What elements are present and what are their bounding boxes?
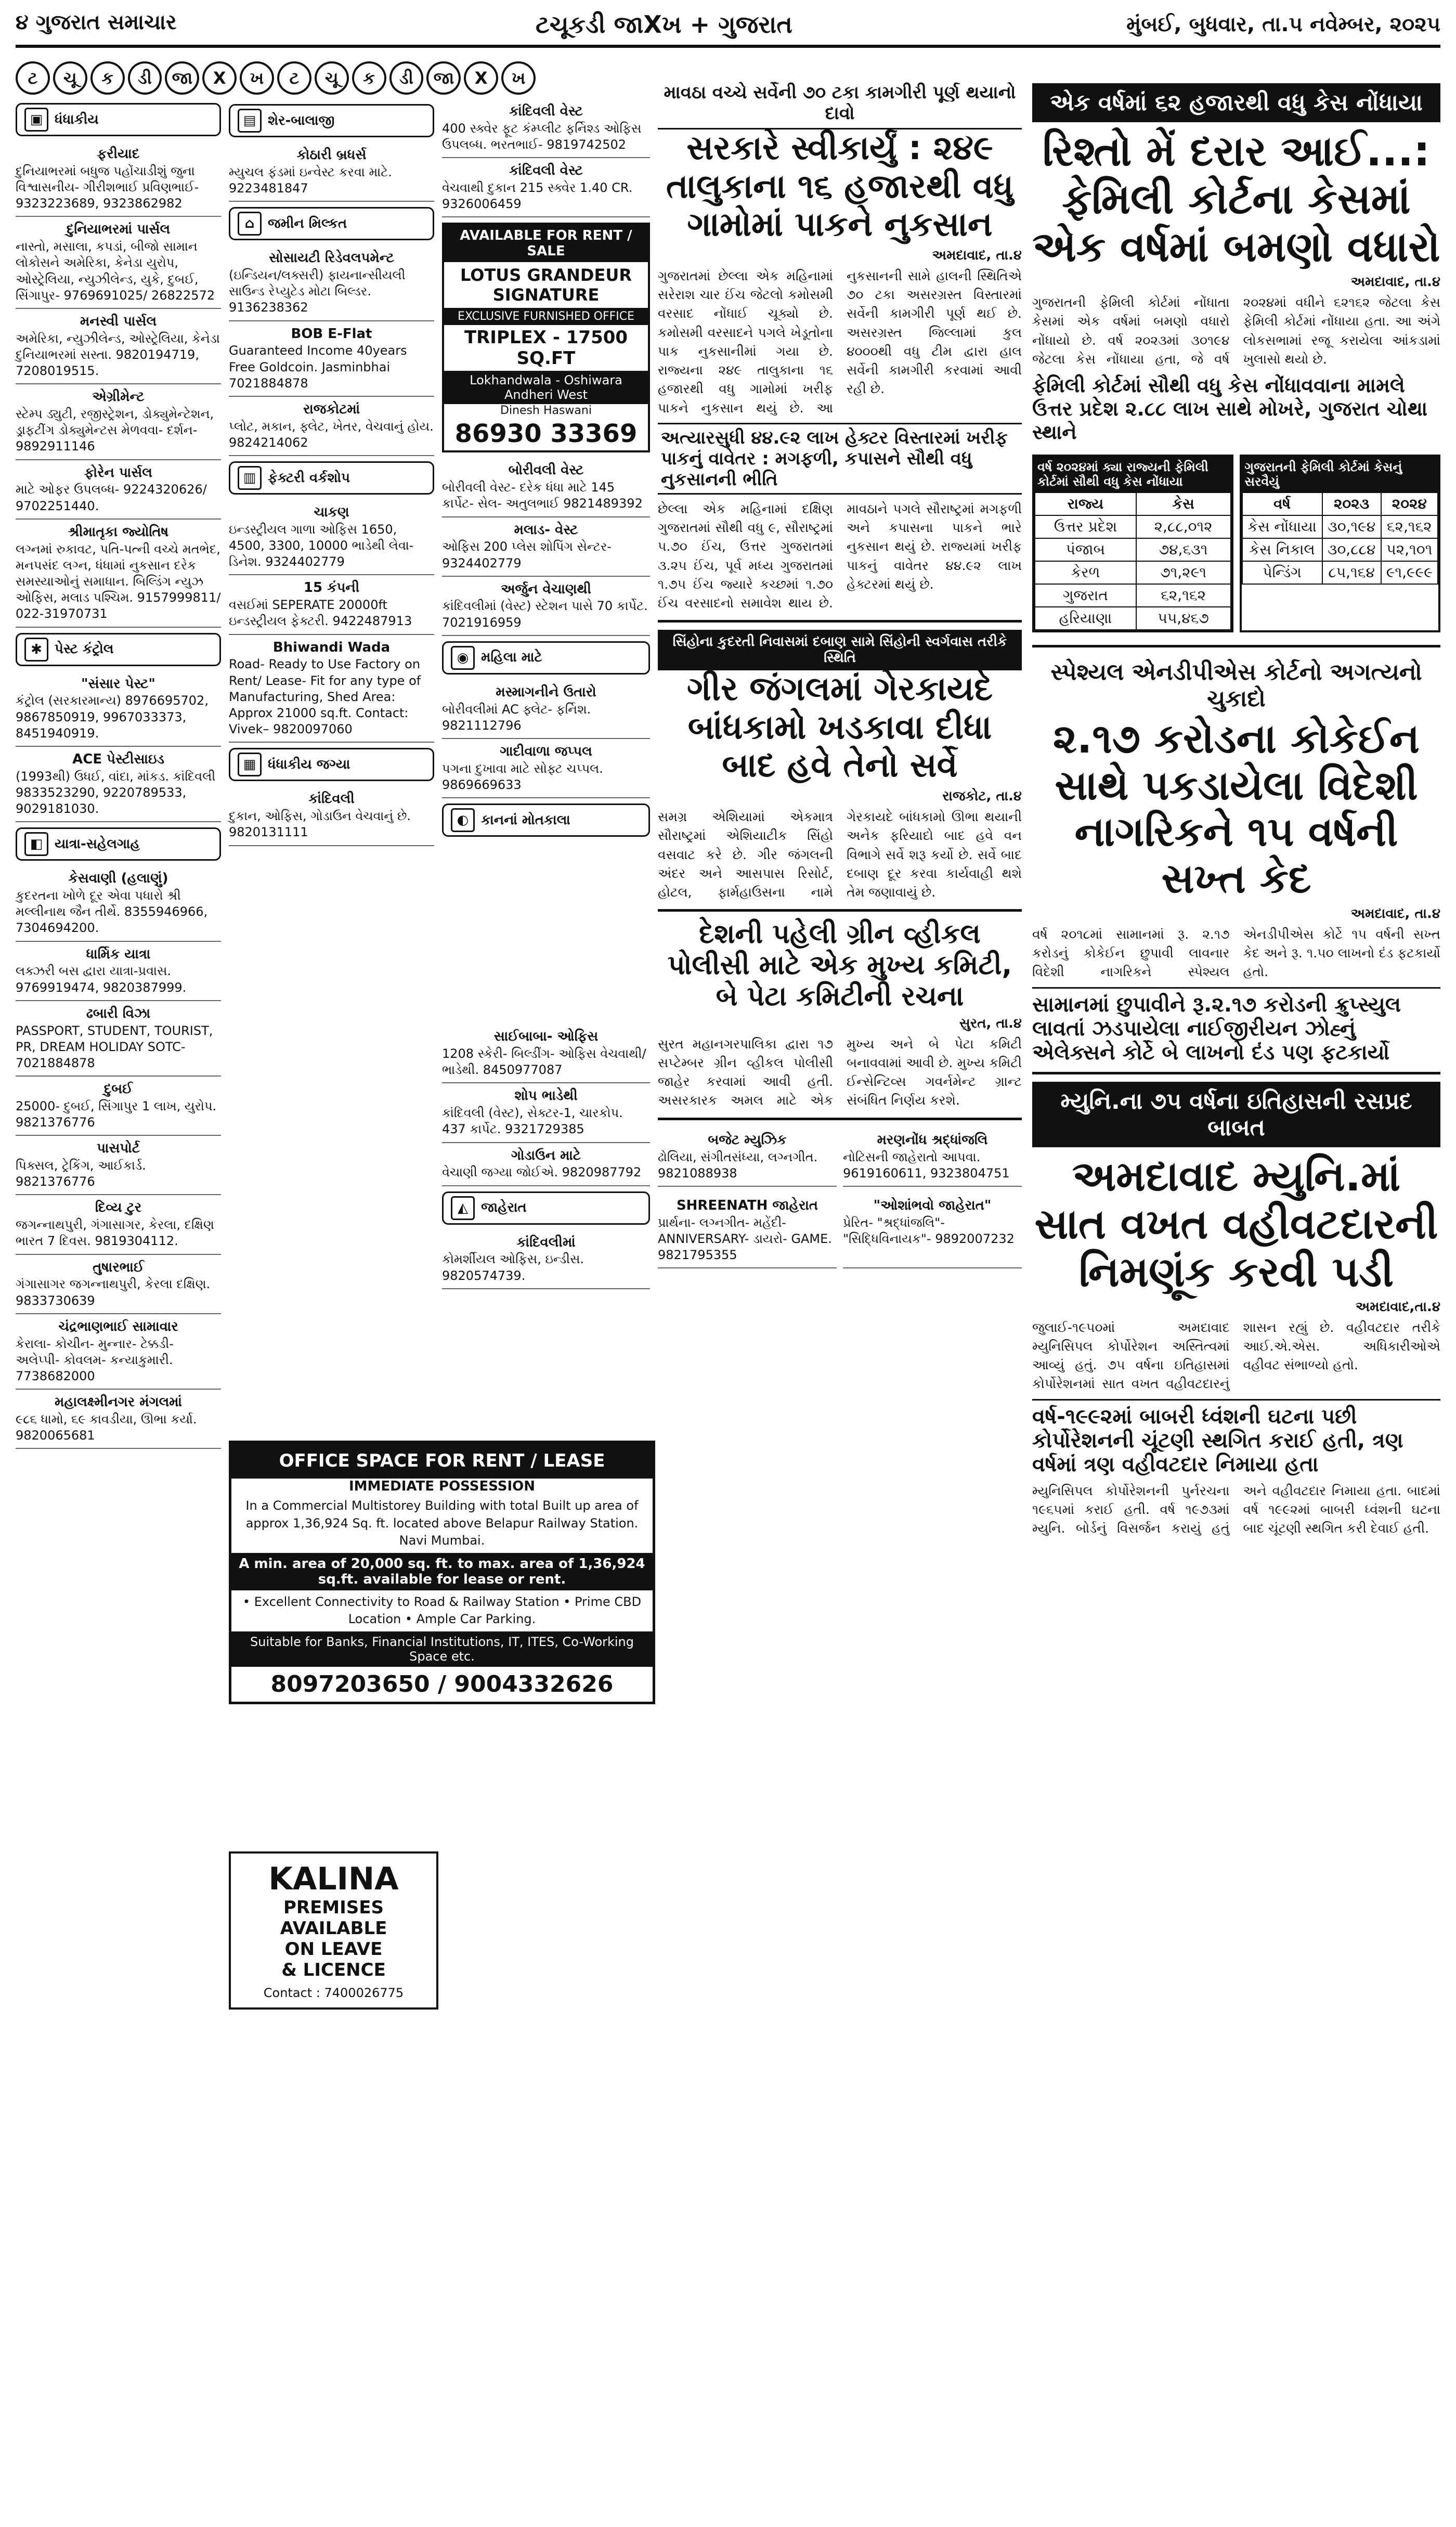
green-vehicle-body: સુરત મહાનગરપાલિકા દ્વારા ૧૭ સપ્ટેમ્બર ગ્રીન વ્હીકલ પોલીસી જાહેર કરવામાં આવી હતી. અસરકારક અમલ માટે એક મુખ્ય અને બે પેટા કમિટી બનાવવામાં આવી છે. મુખ્ય કમિટી ઈન્સેન્ટિવ્સ ગવર્નમેન્ટ ગ્રાન્ટ સંબંધિત નિર્ણય કરશે. (658, 1036, 1022, 1108)
house-icon: ⌂ (238, 212, 262, 236)
classified-ad: મસ્માગનીને ઉતારો બોરીવલીમાં AC ફ્લેટ- ફર્નિશ. 9821112796 (442, 680, 650, 739)
classified-ad: દુબઈ 25000- દુબઈ, સિંગાપુર 1 લાખ, યુરોપ. 9821376776 (16, 1077, 221, 1136)
green-vehicle-headline: દેશની પહેલી ગ્રીન વ્હીકલ પોલીસી માટે એક મુખ્ય કમિટી, બે પેટા કમિટીની રચના (667, 918, 1012, 1012)
classified-ad: BOB E-Flat Guaranteed Income 40years Free Goldcoin. Jasminbhai 7021884878 (229, 321, 434, 397)
eye-icon: ◉ (451, 646, 475, 670)
page-label: ૪ ગુજરાત સમાચાર (16, 10, 177, 34)
section-title: ટચૂકડી જાXખ + ગુજરાત (536, 10, 792, 38)
classified-ad: તુષારભાઈ ગંગાસાગર જગન્નાથપુરી, કેરલા દક્ષિણ. 9833730639 (16, 1255, 221, 1314)
classified-ad: ધાર્મિક યાત્રા લક્ઝરી બસ દ્વારા યાત્રા-પ્રવાસ. 9769919474, 9820387999. (16, 942, 221, 1001)
category-pest-control: ✱ પેસ્ટ કંટ્રોલ (16, 633, 221, 666)
classified-ad: કાંદિવલી વેસ્ટ વેચવાથી દુકાન 215 સ્ક્વેર 1.40 CR. 9326006459 (442, 158, 650, 217)
classified-ad: મહાલક્ષ્મીનગર મંગલમાં ૯૮૬ ધામો, ૬૯ કાવડીયા, ઊભા કર્યા. 9820065681 (16, 1390, 221, 1449)
amc-headline: અમદાવાદ મ્યુનિ.માં સાત વખત વહીવટદારની નિમણૂંક કરવી પડી (1034, 1151, 1438, 1296)
family-court-kicker: એક વર્ષમાં ૬૨ હજારથી વધુ કેસ નોંધાયા (1032, 83, 1440, 122)
family-court-body: ગુજરાતની ફેમિલી કોર્ટમાં નોંધાતા કેસમાં એક વર્ષમાં બમણો વધારો નોંધાયો છે. વર્ષ ૨૦૨૩માં ૩૦૧૯૪ જેટલા કેસ નોંધાયા હતા, જે વર્ષ ૨૦૨૪માં વધીને ૬૨૧૬૨ જેટલા કેસ ફેમિલી કોર્ટમાં નોંધાયા હતા. આ અંગે લોકસભામાં રજૂ કરાયેલા આંકડામાં ખુલાસો થયો છે. (1032, 295, 1440, 367)
bug-icon: ✱ (24, 638, 48, 662)
ndps-body: વર્ષ ૨૦૧૮માં સામાનમાં રૂ. ૨.૧૭ કરોડનું કોકેઈન છુપાવી લાવનાર વિદેશી નાગરિકને સ્પેશ્યલ એનડીપીએસ કોર્ટે ૧૫ વર્ષની સખ્ત કેદ અને રૂ. ૧.૫૦ લાખનો દંડ ફટકાર્યો હતો. (1032, 926, 1440, 980)
amc-body: જુલાઈ-૧૯૫૦માં અમદાવાદ મ્યુનિસિપલ કોર્પોરેશન અસ્તિત્વમાં આવ્યું હતું. ૭૫ વર્ષના ઇતિહાસમાં કોર્પોરેશનમાં સાત વખત વહીવટદારનું શાસન રહ્યું છે. વહીવટદાર તરીકે આઈ.એ.એસ. અધિકારીઓએ વહીવટ સંભાળ્યો હતો. (1032, 1319, 1440, 1392)
lotus-ad: AVAILABLE FOR RENT / SALE LOTUS GRANDEUR SIGNATURE EXCLUSIVE FURNISHED OFFICE TRIPLEX - 17500 SQ.FT Lokhandwala - Oshiwara Andheri West Dinesh Haswani 86930 33369 (442, 223, 650, 452)
amc-body-2: મ્યુનિસિપલ કોર્પોરેશનની પુર્નરચના ૧૯૬૫માં કરાઈ હતી. વર્ષ ૧૯૭૩માં મ્યુનિ. બોર્ડનું વિસર્જન કરાયું હતું અને વહીવટદાર નિમાયા હતા. બાદમાં વર્ષ ૧૯૯૨માં બાબરી ધ્વંશની ઘટના બાદ ચૂંટણી સ્થગિત કરી દેવાઈ હતી. (1032, 1483, 1440, 1536)
state-cases-table: વર્ષ ૨૦૨૪માં ક્યા રાજ્યની ફેમિલી કોર્ટમાં સૌથી વધુ કેસ નોંધાયા રાજ્ય કેસ ઉત્તર પ્રદેશ ૨,૮૮,૦૧૨ પંજાબ ૭૪,૬૩૧ કેરળ ૭૧,૨૯૧ ગુજરાત ૬૨,૧૬૨ હરિયાણા ૫૫,૪૬૭ (1032, 455, 1233, 632)
classified-ad: Bhiwandi Wada Road- Ready to Use Factory on Rent/ Lease- Fit for any type of Manufacturing, Shed Area: Approx 21000 sq.ft. Contact: Vivek– 9820097060 (229, 635, 434, 743)
ear-icon: ◐ (451, 808, 475, 832)
column-news-main: એક વર્ષમાં ૬૨ હજારથી વધુ કેસ નોંધાયા રિશ્તો મેં દરાર આઈ...: ફેમિલી કોર્ટના કેસમાં એક વર્ષમાં બમણો વધારો અમદાવાદ, તા.૪ ગુજરાતની ફેમિલી કોર્ટમાં નોંધાતા કેસમાં એક વર્ષમાં બમણો વધારો નોંધાયો છે. વર્ષ ૨૦૨૩માં ૩૦૧૯૪ જેટલા કેસ નોંધાયા હતા, જે વર્ષ ૨૦૨૪માં વધીને ૬૨૧૬૨ જેટલા કેસ ફેમિલી કોર્ટમાં નોંધાયા હતા. આ અંગે લોકસભામાં રજૂ કરાયેલા આંકડામાં ખુલાસો થયો છે. ફેમિલી કોર્ટમાં સૌથી વધુ કેસ નોંધાવવાના મામલે ઉત્તર પ્રદેશ ૨.૮૮ લાખ સાથે મોખરે, ગુજરાત ચોથા સ્થાને વર્ષ ૨૦૨૪માં ક્યા રાજ્યની ફેમિલી કોર્ટમાં સૌથી વધુ કેસ નોંધાયા રાજ્ય કેસ ઉત્તર પ્રદેશ ૨,૮૮,૦૧૨ પંજાબ ૭૪,૬૩૧ કેરળ ૭૧,૨૯૧ ગુજરાત ૬૨,૧૬૨ હરિયાણા ૫૫,૪૬૭ ગુજરાતની ફેમિલી કોર્ટમાં કેસનું સરવૈયું વર્ષ ૨૦૨૩ ૨૦૨૪ કેસ નોંધાયા ૩૦,૧૯૪ ૬૨,૧૬૨ કેસ નિકાલ ૩૦,૮૮૪ ૫૨,૧૦૧ પેન્ડિંગ ૮૫,૧૬૪ ૯૧,૯૯૯ સ્પેશ્યલ એનડીપીએસ કોર્ટનો અગત્યનો ચુકાદો ૨.૧૭ કરોડના કોકેઈન સાથે પકડાયેલા વિદેશી નાગરિકને ૧૫ વર્ષની સખ્ત કેદ અમદાવાદ, તા.૪ વર્ષ ૨૦૧૮માં સામાનમાં રૂ. ૨.૧૭ કરોડનું કોકેઈન છુપાવી લાવનાર વિદેશી નાગરિકને સ્પેશ્યલ એનડીપીએસ કોર્ટે ૧૫ વર્ષની સખ્ત કેદ અને રૂ. ૧.૫૦ લાખનો દંડ ફટકાર્યો હતો. સામાનમાં છુપાવીને રૂ.૨.૧૭ કરોડની ક્રુપ્સ્યુલ લાવતાં ઝડપાયેલા નાઈજીરીયન ઝોહ્નું એલેક્સને કોર્ટે બે લાખનો દંડ પણ ફટકાર્યો મ્યુનિ.ના ૭૫ વર્ષના ઇતિહાસની રસપ્રદ બાબત અમદાવાદ મ્યુનિ.માં સાત વખત વહીવટદારની નિમણૂંક કરવી પડી અમદાવાદ,તા.૪ જુલાઈ-૧૯૫૦માં અમદાવાદ મ્યુનિસિપલ કોર્પોરેશન અસ્તિત્વમાં આવ્યું હતું. ૭૫ વર્ષના ઇતિહાસમાં કોર્પોરેશનમાં સાત વખત વહીવટદારનું શાસન રહ્યું છે. વહીવટદાર તરીકે આઈ.એ.એસ. અધિકારીઓએ વહીવટ સંભાળ્યો હતો. વર્ષ-૧૯૯૨માં બાબરી ધ્વંશની ઘટના પછી કોર્પોરેશનની ચૂંટણી સ્થગિત કરાઈ હતી, ત્રણ વર્ષમાં ત્રણ વહીવટદાર નિમાયા હતા મ્યુનિસિપલ કોર્પોરેશનની પુર્નરચના ૧૯૬૫માં કરાઈ હતી. વર્ષ ૧૯૭૩માં મ્યુનિ. બોર્ડનું વિસર્જન કરાયું હતું અને વહીવટદાર નિમાયા હતા. બાદમાં વર્ષ ૧૯૯૨માં બાબરી ધ્વંશની ઘટના બાદ ચૂંટણી સ્થગિત કરી દેવાઈ હતી. (1032, 78, 1440, 2506)
classified-strip: ટ ચૂ ક ડી જા X ખ ટ ચૂ ક ડી જા X ખ (16, 61, 536, 95)
column-news-gujarat: માવઠા વચ્ચે સર્વેની ૭૦ ટકા કામગીરી પૂર્ણ થયાનો દાવો સરકારે સ્વીકાર્યું : ૨૪૯ તાલુકાના ૧૬ હજારથી વધુ ગામોમાં પાકને નુકસાન અમદાવાદ, તા.૪ ગુજરાતમાં છેલ્લા એક મહિનામાં સરેરાશ ચાર ઈંચ જેટલો કમોસમી વરસાદ નોંધાઈ ચૂક્યો છે. કમોસમી વરસાદને પગલે ખેડૂતોના પાક નુકસાનીમાં ગયા છે. રાજ્યના ૨૪૯ તાલુકાના ૧૬ હજારથી વધુ ગામોમાં ખરીફ પાકને નુકસાન થયું છે. આ નુકસાનની સામે હાલની સ્થિતિએ ૭૦ ટકા અસરગ્રસ્ત વિસ્તારમાં સર્વેની કામગીરી પૂર્ણ થઈ છે. અસરગ્રસ્ત જિલ્લામાં કુલ ૪૦૦૦થી વધુ ટીમ દ્વારા હાલ સર્વેની કામગીરી કરવામાં આવી રહી છે. અત્યારસુધી ૪૪.૯૨ લાખ હેક્ટર વિસ્તારમાં ખરીફ પાકનું વાવેતર : મગફળી, કપાસને સૌથી વધુ નુકસાનની ભીતિ છેલ્લા એક મહિનામાં દક્ષિણ ગુજરાતમાં સૌથી વધુ ૯, સૌરાષ્ટ્રમાં ૫.૭૦ ઈંચ, ઉત્તર ગુજરાતમાં ૩.૨૫ ઈંચ, પૂર્વ મધ્ય ગુજરાતમાં ૧.૭૫ ઈંચ જ્યારે કચ્છમાં ૧.૭૦ ઈંચ વરસાદનો સમાવેશ થાય છે. માવઠાને પગલે સૌરાષ્ટ્રમાં મગફળી અને કપાસના પાકને ભારે નુકસાન થયું છે. રાજ્યમાં ખરીફ પાકનું વાવેતર ૪૪.૯૨ લાખ હેક્ટરમાં થયું છે. સિંહોના કુદરતી નિવાસમાં દબાણ સામે સિંહોની સ્વર્ગવાસ તરીકે સ્થિતિ ગીર જંગલમાં ગેરકાયદે બાંધકામો ખડકાવા દીધા બાદ હવે તેનો સર્વે રાજકોટ, તા.૪ સમગ્ર એશિયામાં એકમાત્ર સૌરાષ્ટ્રમાં એશિયાટીક સિંહો વસવાટ કરે છે. ગીર જંગલની અંદર અને આસપાસ રિસોર્ટ, હોટલ, ફાર્મહાઉસના નામે ગેરકાયદે બાંધકામો ઊભા થયાની અનેક ફરિયાદો બાદ હવે વન વિભાગે સર્વે શરૂ કર્યો છે. સર્વે બાદ દબાણ દૂર કરવા કાર્યવાહી થશે તેમ જણાવાયું છે. દેશની પહેલી ગ્રીન વ્હીકલ પોલીસી માટે એક મુખ્ય કમિટી, બે પેટા કમિટીની રચના સુરત, તા.૪ સુરત મહાનગરપાલિકા દ્વારા ૧૭ સપ્ટેમ્બર ગ્રીન વ્હીકલ પોલીસી જાહેર કરવામાં આવી હતી. અસરકારક અમલ માટે એક મુખ્ય અને બે પેટા કમિટી બનાવવામાં આવી છે. મુખ્ય કમિટી ઈન્સેન્ટિવ્સ ગવર્નમેન્ટ ગ્રાન્ટ સંબંધિત નિર્ણય કરશે. બજેટ મ્યુઝિક ઢોલિયા, સંગીતસંધ્યા, લગ્નગીત. 9821088938 મરણનોંધ શ્રદ્ધાંજલિ નોટિસની જાહેરાતો આપવા. 9619160611, 9323804751 SHREENATH જાહેરાત પ્રાર્થના- લગ્નગીત- મહેંદી- ANNIVERSARY- ડાયરો- GAME. 9821795355 "ઓશાંભવો જાહેરાત" પ્રેરિત- "શ્રદ્ધાંજલિ"- "સિદ્ધિવિનાયક"- 9892007232 (658, 78, 1022, 2506)
classified-ad: ચંદ્રભાણભાઈ સામાવાર કેરાલા- કોચીન- મુન્નાર- ટેક્કડી- અલેપ્પી- કોવલમ- કન્યાકુમારી. 7738682000 (16, 1314, 221, 1390)
briefcase-icon: ▣ (24, 108, 48, 132)
ndps-headline: ૨.૧૭ કરોડના કોકેઈન સાથે પકડાયેલા વિદેશી નાગરિકને ૧૫ વર્ષની સખ્ત કેદ (1052, 716, 1420, 903)
category-women: ◉ મહિલા માટે (442, 641, 650, 675)
category-business: ▣ ધંધાકીય (16, 103, 221, 136)
classified-ad: બોરીવલી વેસ્ટ બોરીવલી વેસ્ટ- દરેક ધંધા માટે 145 કાર્પેટ- સેલ- અતુલભાઈ 9821489392 (442, 458, 650, 517)
classified-ad: કાંદિવલીમાં કોમર્શીયલ ઓફિસ, ઇન્ડીસ. 9820574739. (442, 1230, 650, 1289)
category-land: ⌂ જમીન મિલ્કત (229, 207, 434, 240)
classified-ad: ઢબારી વિઝા PASSPORT, STUDENT, TOURIST, PR, DREAM HOLIDAY SOTC- 7021884878 (16, 1001, 221, 1077)
category-ads: ◭ જાહેરાત (442, 1191, 650, 1225)
classified-ad: કાંદિવલી વેસ્ટ 400 સ્ક્વેર ફૂટ કંમ્પ્લીટ ફર્નિશ્ડ ઓફિસ ઉપલબ્ધ. ભરતભાઈ- 9819742502 (442, 99, 650, 158)
classified-ad: દિવ્ય ટુર જગન્નાથપુરી, ગંગાસાગર, કેરલા, દક્ષિણ ભારત 7 દિવસ. 9819304112. (16, 1195, 221, 1254)
classified-ad: ફોરેન પાર્સલ માટે ઓફર ઉપલબ્ધ- 9224320626/ 9702251440. (16, 460, 221, 520)
classified-ad: અર્જુન વેચાણથી કાંદિવલીમાં (વેસ્ટ) સ્ટેશન પાસે 70 કાર્પેટ. 7021916959 (442, 577, 650, 636)
gir-headline: ગીર જંગલમાં ગેરકાયદે બાંધકામો ખડકાવા દીધા બાદ હવે તેનો સર્વે (686, 670, 993, 785)
shop-icon: ▦ (238, 753, 262, 776)
gujarat-cases-table: ગુજરાતની ફેમિલી કોર્ટમાં કેસનું સરવૈયું વર્ષ ૨૦૨૩ ૨૦૨૪ કેસ નોંધાયા ૩૦,૧૯૪ ૬૨,૧૬૨ કેસ નિકાલ ૩૦,૮૮૪ ૫૨,૧૦૧ પેન્ડિંગ ૮૫,૧૬૪ ૯૧,૯૯૯ (1240, 455, 1441, 632)
classified-ad: મનસ્વી પાર્સલ અમેરિકા, ન્યુઝીલેન્ડ, ઓસ્ટ્રેલિયા, કેનેડા દુનિયાભરમાં સસ્તા. 9820194719, 7208019515. (16, 309, 221, 384)
bus-icon: ◧ (24, 832, 48, 856)
classified-ad: દુનિયાભરમાં પાર્સલ નાસ્તો, મસાલા, કપડાં, બીજો સામાન લોકોસને અમેરિકા, કેનેડા યુરોપ, ઓસ્ટ્રેલિયા, ન્યુઝીલેન્ડ, યુકે, દુબઈ, સિંગાપુર- 9769691025/ 26822572 (16, 217, 221, 309)
classified-ad: કાંદિવલી દુકાન, ઓફિસ, ગોડાઉન વેચવાનું છે. 9820131111 (229, 786, 434, 846)
crop-headline: સરકારે સ્વીકાર્યું : ૨૪૯ તાલુકાના ૧૬ હજારથી વધુ ગામોમાં પાકને નુકસાન (666, 129, 1014, 244)
classified-ad: મરણનોંધ શ્રદ્ધાંજલિ નોટિસની જાહેરાતો આપવા. 9619160611, 9323804751 (843, 1128, 1022, 1187)
classified-ad: કોઠારી બ્રધર્સ મ્યુચલ ફંડમાં ઇન્વેસ્ટ કરવા માટે. 9223481847 (229, 142, 434, 202)
classified-ad: "સંસાર પેસ્ટ" કંટ્રોલ (સરકારમાન્ય) 8976695702, 9867850919, 9967033373, 8451940919. (16, 671, 221, 747)
classified-ad: પાસપોર્ટ પિક્સલ, ટ્રેકિંગ, આઈકાર્ડ. 9821376776 (16, 1136, 221, 1195)
office-phone: 8097203650 / 9004332626 (270, 1670, 614, 1697)
date-line: મુંબઈ, બુધવાર, તા.૫ નવેમ્બર, ૨૦૨૫ (1126, 12, 1440, 36)
family-court-subhead: ફેમિલી કોર્ટમાં સૌથી વધુ કેસ નોંધાવવાના મામલે ઉત્તર પ્રદેશ ૨.૮૮ લાખ સાથે મોખરે, ગુજરાત ચોથા સ્થાને (1032, 374, 1428, 444)
category-business-place: ▦ ધંધાકીય જગ્યા (229, 748, 434, 781)
classified-ad: રાજકોટમાં પ્લોટ, મકાન, ફ્લેટ, ખેતર, વેચવાનું હોય. 9824214062 (229, 397, 434, 456)
classified-ad: ACE પેસ્ટીસાઇડ (1993થી) ઉધઈ, વાંદા, માંકડ. કાંદિવલી 9833523290, 9220789533, 9029181030. (16, 747, 221, 822)
column-classified-3 (442, 57, 650, 2506)
classified-ad: ગાદીવાળા જપ્પલ પગના દુખાવા માટે સોફ્ટ ચપ્પલ. 9869669633 (442, 739, 650, 798)
amc-subhead: વર્ષ-૧૯૯૨માં બાબરી ધ્વંશની ઘટના પછી કોર્પોરેશનની ચૂંટણી સ્થગિત કરાઈ હતી, ત્રણ વર્ષમાં ત્રણ વહીવટદાર નિમાયા હતા (1032, 1399, 1440, 1476)
classified-ad: સોસાયટી રિડેવલપમેન્ટ (ઇન્ડિયન/લક્સરી) ફાયનાન્સીયલી સાઉન્ડ રેપ્યુટેડ મોટા બિલ્ડર. 9136238362 (229, 245, 434, 321)
classified-ad: બજેટ મ્યુઝિક ઢોલિયા, સંગીતસંધ્યા, લગ્નગીત. 9821088938 (658, 1128, 837, 1187)
column-classified-2 (229, 99, 434, 2506)
ndps-kicker: સ્પેશ્યલ એનડીપીએસ કોર્ટનો અગત્યનો ચુકાદો (1050, 659, 1422, 712)
classified-ad: શ્રીમાતૃકા જ્યોતિષ લગ્નમાં રુકાવટ, પતિ-પત્ની વચ્ચે મતભેદ, મનપસંદ લગ્ન, ધંધામાં નુકસાન દરેક સમસ્યાઓનું સમાધાન. બિલ્ડિંગ ન્યુઝ ઓફિસ, મલાડ પશ્ચિમ. 9157999811/ 022-31970731 (16, 520, 221, 628)
crop-body-2: છેલ્લા એક મહિનામાં દક્ષિણ ગુજરાતમાં સૌથી વધુ ૯, સૌરાષ્ટ્રમાં ૫.૭૦ ઈંચ, ઉત્તર ગુજરાતમાં ૩.૨૫ ઈંચ, પૂર્વ મધ્ય ગુજરાતમાં ૧.૭૫ ઈંચ જ્યારે કચ્છમાં ૧.૭૦ ઈંચ વરસાદનો સમાવેશ થાય છે. માવઠાને પગલે સૌરાષ્ટ્રમાં મગફળી અને કપાસના પાકને ભારે નુકસાન થયું છે. રાજ્યમાં ખરીફ પાકનું વાવેતર ૪૪.૯૨ લાખ હેક્ટરમાં થયું છે. (658, 501, 1022, 611)
megaphone-icon: ◭ (451, 1196, 475, 1220)
classified-ad: શોપ ભાડેથી કાંદિવલી (વેસ્ટ), સેક્ટર-1, ચારકોપ. 437 કાર્પેટ. 9321729385 (442, 1083, 650, 1143)
crop-body: ગુજરાતમાં છેલ્લા એક મહિનામાં સરેરાશ ચાર ઈંચ જેટલો કમોસમી વરસાદ નોંધાઈ ચૂક્યો છે. કમોસમી વરસાદને પગલે ખેડૂતોના પાક નુકસાનીમાં ગયા છે. રાજ્યના ૨૪૯ તાલુકાના ૧૬ હજારથી વધુ ગામોમાં ખરીફ પાકને નુકસાન થયું છે. આ નુકસાનની સામે હાલની સ્થિતિએ ૭૦ ટકા અસરગ્રસ્ત વિસ્તારમાં સર્વેની કામગીરી પૂર્ણ થઈ છે. અસરગ્રસ્ત જિલ્લામાં કુલ ૪૦૦૦થી વધુ ટીમ દ્વારા હાલ સર્વેની કામગીરી કરવામાં આવી રહી છે. (658, 268, 1022, 416)
classified-ad: 15 કંપની વસઈમાં SEPERATE 20000ft ઇન્ડસ્ટ્રીયલ ફેક્ટરી. 9422487913 (229, 575, 434, 634)
crop-kicker: માવઠા વચ્ચે સર્વેની ૭૦ ટકા કામગીરી પૂર્ણ થયાનો દાવો (658, 78, 1022, 129)
classified-ad: ફરીયાદ દુનિયાભરમાં બધુજ પહોંચાડીશું જુના વિશ્વાસનીય- ગીરીશભાઈ પ્રવિણભાઈ- 9323223689, 9323862982 (16, 141, 221, 217)
office-space-ad: OFFICE SPACE FOR RENT / LEASE IMMEDIATE POSSESSION In a Commercial Multistorey Building with total Built up area of approx 1,36,924 Sq. ft. located above Belapur Railway Station. Navi Mumbai. A min. area of 20,000 sq. ft. to max. area of 1,36,924 sq.ft. available for lease or rent. • Excellent Connectivity to Road & Railway Station • Prime CBD Location • Ample Car Parking. Suitable for Banks, Financial Institutions, IT, ITES, Co-Working Space etc. 8097203650 / 9004332626 (229, 1441, 655, 1704)
classified-ad: SHREENATH જાહેરાત પ્રાર્થના- લગ્નગીત- મહેંદી- ANNIVERSARY- ડાયરો- GAME. 9821795355 (658, 1193, 837, 1268)
classified-ad: "ઓશાંભવો જાહેરાત" પ્રેરિત- "શ્રદ્ધાંજલિ"- "સિદ્ધિવિનાયક"- 9892007232 (843, 1193, 1022, 1268)
ndps-subhead: સામાનમાં છુપાવીને રૂ.૨.૧૭ કરોડની ક્રુપ્સ્યુલ લાવતાં ઝડપાયેલા નાઈજીરીયન ઝોહ્નું એલેક્સને કોર્ટે બે લાખનો દંડ પણ ફટકાર્યો (1032, 987, 1440, 1065)
category-share: ▤ શેર-બાલાજી (229, 104, 434, 137)
classified-ad: ગોડાઉન માટે વેચાણી જગ્યા જોઈએ. 9820987792 (442, 1143, 650, 1186)
bottom-ads (658, 1128, 1022, 1269)
gir-body: સમગ્ર એશિયામાં એકમાત્ર સૌરાષ્ટ્રમાં એશિયાટીક સિંહો વસવાટ કરે છે. ગીર જંગલની અંદર અને આસપાસ રિસોર્ટ, હોટલ, ફાર્મહાઉસના નામે ગેરકાયદે બાંધકામો ઊભા થયાની અનેક ફરિયાદો બાદ હવે વન વિભાગે સર્વે શરૂ કર્યો છે. સર્વે બાદ દબાણ દૂર કરવા કાર્યવાહી થશે તેમ જણાવાયું છે. (658, 809, 1022, 900)
gir-kicker: સિંહોના કુદરતી નિવાસમાં દબાણ સામે સિંહોની સ્વર્ગવાસ તરીકે સ્થિતિ (658, 630, 1022, 670)
amc-kicker: મ્યુનિ.ના ૭૫ વર્ષના ઇતિહાસની રસપ્રદ બાબત (1032, 1082, 1440, 1147)
family-court-tables (1032, 449, 1440, 638)
factory-icon: ▥ (238, 466, 262, 490)
crop-subhead: અત્યારસુધી ૪૪.૯૨ લાખ હેક્ટર વિસ્તારમાં ખરીફ પાકનું વાવેતર : મગફળી, કપાસને સૌથી વધુ નુકસાનની ભીતિ (658, 423, 1022, 495)
chart-icon: ▤ (238, 109, 262, 133)
category-factory: ▥ ફેક્ટરી વર્કશોપ (229, 461, 434, 495)
kalina-ad: KALINA PREMISES AVAILABLE ON LEAVE & LICENCE Contact : 7400026775 (229, 1851, 438, 2010)
classified-ad: ચાકણ ઇન્ડસ્ટ્રીયલ ગાળા ઓફિસ 1650, 4500, 3300, 10000 ભાડેથી લેવા- ડિનેશ. 9324402779 (229, 500, 434, 575)
classified-ad: સાઈબાબા- ઓફિસ 1208 સ્કેરી- બિલ્ડીંગ- ઓફિસ વેચવાથી/ ભાડેથી. 8450977087 (442, 1024, 650, 1083)
category-travel: ◧ યાત્રા-સહેલગાહ (16, 827, 221, 861)
category-shop: ◐ કાનનાં મોતકાલા (442, 804, 650, 837)
classified-ad: એગ્રીમેન્ટ સ્ટેમ્પ ડ્યુટી, રજીસ્ટ્રેશન, ડોક્યુમેન્ટેશન, ડ્રાફટીંગ ડોક્યુમેન્ટસ મેળવવા- દર્શન- 9892911146 (16, 384, 221, 460)
classified-ad: મલાડ- વેસ્ટ ઓફિસ 200 પ્લેસ શોપિંગ સેન્ટર- 9324402779 (442, 517, 650, 577)
family-court-headline: રિશ્તો મેં દરાર આઈ...: ફેમિલી કોર્ટના કેસમાં એક વર્ષમાં બમણો વધારો (1032, 127, 1440, 271)
page-header (16, 8, 1440, 48)
classified-ad: કેસવાણી (હલાણું) કુદરતના ખોળે દૂર એવા પધારો શ્રી મલ્લીનાથ જૈન તીર્થે. 8355946966, 7304694200. (16, 866, 221, 941)
